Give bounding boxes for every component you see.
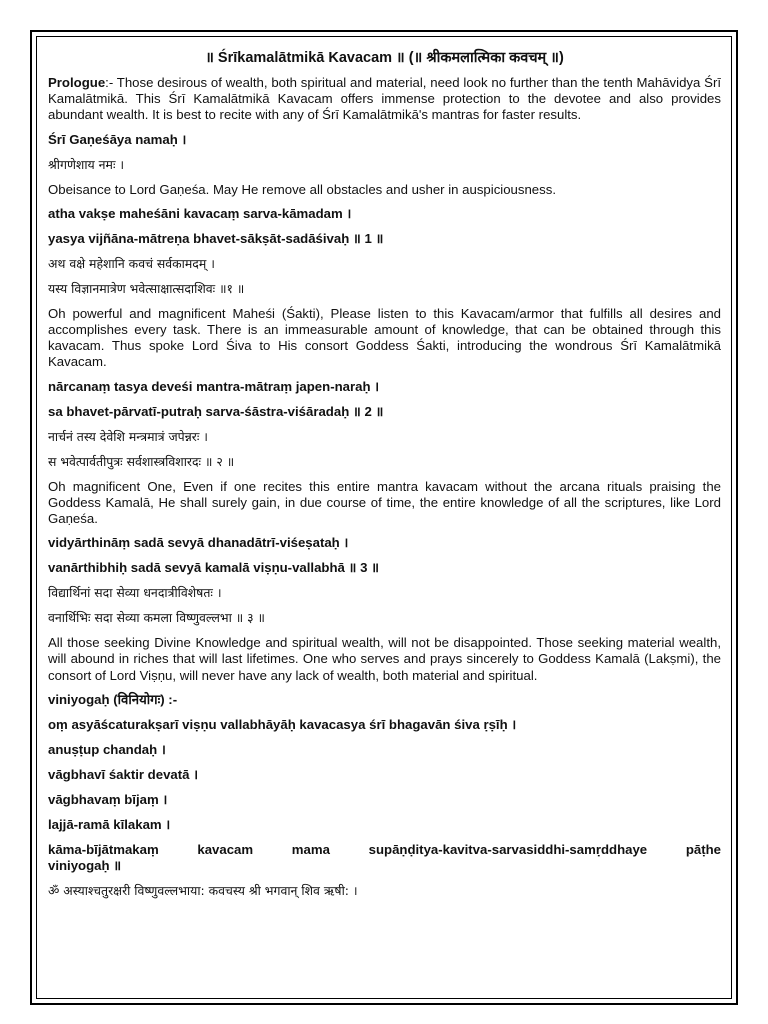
devanagari-line: नार्चनं तस्य देवेशि मन्त्रमात्रं जपेन्नरः । bbox=[48, 428, 208, 444]
devanagari-line: विद्यार्थिनां सदा सेव्या धनदात्रीविशेषतः । bbox=[48, 585, 222, 601]
translation-paragraph: All those seeking Divine Knowledge and spiritual wealth, will not be disappointed. Those seeking material wealth, will abound in riches that will last lifetimes. One who serves and prays sincerely to Goddess Kamalā (Lakṣmi), the consort of Lord Viṣṇu, will never have any lack of wealth, both material and spiritual. bbox=[48, 635, 721, 683]
verse-list bbox=[48, 132, 721, 899]
verse-line: anuṣṭup chandaḥ । bbox=[48, 741, 166, 757]
verse-line: vāgbhavī śaktir devatā । bbox=[48, 766, 199, 782]
verse-line: sa bhavet-pārvatī-putraḥ sarva-śāstra-viśāradaḥ ॥ 2 ॥ bbox=[48, 403, 384, 419]
verse-line: vidyārthināṃ sadā sevyā dhanadātrī-viśeṣataḥ । bbox=[48, 535, 349, 551]
verse-line: atha vakṣe maheśāni kavacaṃ sarva-kāmadam । bbox=[48, 205, 352, 221]
verse-line: yasya vijñāna-mātreṇa bhavet-sākṣāt-sadāśivaḥ ॥ 1 ॥ bbox=[48, 230, 384, 246]
verse-line: viniyogaḥ (विनियोगः) :- bbox=[48, 691, 178, 707]
verse-line: Śrī Gaṇeśāya namaḥ । bbox=[48, 131, 187, 147]
prologue-label: Prologue bbox=[48, 75, 106, 90]
verse-line: vanārthibhiḥ sadā sevyā kamalā viṣṇu-vallabhā ॥ 3 ॥ bbox=[48, 560, 379, 576]
devanagari-line: ॐ अस्याश्चतुरक्षरी विष्णुवल्लभाया: कवचस्य श्री भगवान् शिव ऋषी: । bbox=[48, 882, 358, 898]
devanagari-line: अथ वक्षे महेशानि कवचं सर्वकामदम् । bbox=[48, 255, 215, 271]
devanagari-line: यस्य विज्ञानमात्रेण भवेत्साक्षात्सदाशिवः ॥१ ॥ bbox=[48, 280, 245, 296]
verse-line: vāgbhavaṃ bījaṃ । bbox=[48, 791, 168, 807]
page-border bbox=[30, 30, 738, 1005]
devanagari-line: वनार्थिभिः सदा सेव्या कमला विष्णुवल्लभा ॥ ३ ॥ bbox=[48, 610, 265, 626]
devanagari-line: स भवेत्पार्वतीपुत्रः सर्वशास्त्रविशारदः ॥ २ ॥ bbox=[48, 453, 235, 469]
verse-line: oṃ asyāścaturakṣarī viṣṇu vallabhāyāḥ kavacasya śrī bhagavān śiva ṛṣīḥ । bbox=[48, 716, 517, 732]
page-title: ॥ Śrīkamalātmikā Kavacam ॥ (॥ श्रीकमलात्मिका कवचम् ॥) bbox=[205, 50, 564, 66]
document-body bbox=[36, 36, 732, 999]
translation-paragraph: Oh powerful and magnificent Maheśi (Śakti), Please listen to this Kavacam/armor that fulfills all desires and accomplishes every task. There is an immeasurable amount of knowledge, that can be obtained through this kavacam. Thus spoke Lord Śiva to His consort Goddess Śakti, introducing the wondrous Śrī Kamalātmikā Kavacam. bbox=[48, 305, 721, 370]
verse-line: lajjā-ramā kīlakam । bbox=[48, 816, 171, 832]
translation-paragraph: Obeisance to Lord Gaṇeśa. May He remove all obstacles and usher in auspiciousness. bbox=[48, 181, 556, 197]
translation-paragraph: Oh magnificent One, Even if one recites this entire mantra kavacam without the arcana rituals praising the Goddess Kamalā, He shall surely gain, in due course of time, the entire knowledge of all the scriptures, like Lord Gaṇeśa. bbox=[48, 478, 721, 527]
prologue-text: :- Those desirous of wealth, both spiritual and material, need look no further than the tenth Mahāvidya Śrī Kamalātmikā. This Śrī Kamalātmikā Kavacam offers immense protection to the devotee and also provides abundant wealth. It is best to recite with any of Śrī Kamalātmikā's mantras for faster results. bbox=[48, 75, 721, 123]
verse-line: kāma-bījātmakaṃ kavacam mama supāṇḍitya-kavitva-sarvasiddhi-samṛddhaye pāṭhe bbox=[48, 841, 721, 857]
devanagari-line: श्रीगणेशाय नमः । bbox=[48, 156, 125, 172]
verse-line: nārcanaṃ tasya deveśi mantra-mātraṃ japen-naraḥ । bbox=[48, 378, 380, 394]
prologue-paragraph bbox=[48, 75, 721, 124]
verse-line: viniyogaḥ ॥ bbox=[48, 857, 122, 873]
